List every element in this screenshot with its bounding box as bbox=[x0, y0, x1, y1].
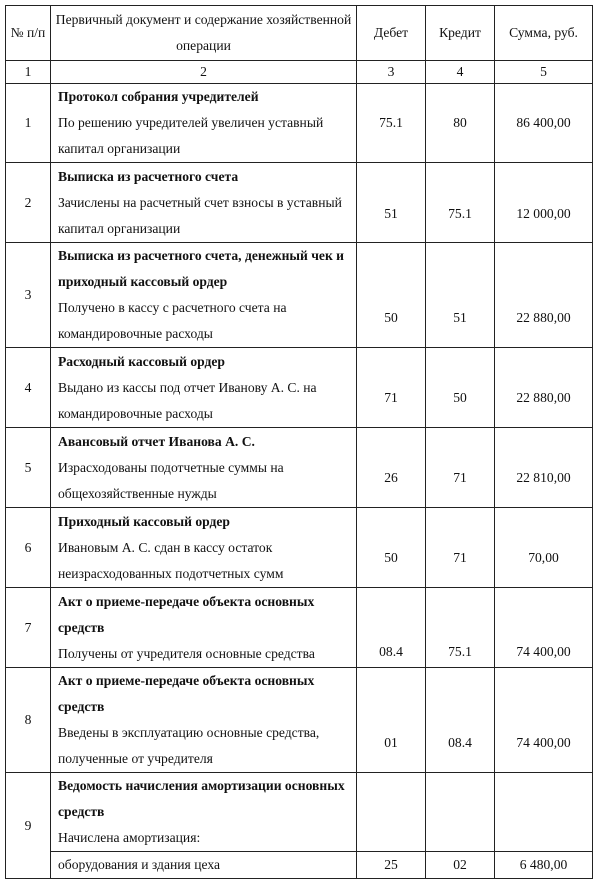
debit-account: 50 bbox=[357, 508, 426, 588]
credit-account: 80 bbox=[426, 84, 495, 163]
table-row bbox=[6, 428, 593, 508]
table-row bbox=[6, 348, 593, 428]
row-number: 5 bbox=[6, 428, 51, 508]
document-title: Выписка из расчетного счета bbox=[58, 168, 239, 184]
operation-description: Израсходованы подотчетные суммы на общехозяйственные нужды bbox=[58, 459, 284, 501]
table-row bbox=[6, 163, 593, 243]
amount: 22 880,00 bbox=[495, 243, 593, 348]
document-title: Ведомость начисления амортизации основных средств bbox=[58, 778, 345, 819]
operation-description: По решению учредителей увеличен уставный капитал организации bbox=[58, 115, 324, 156]
debit-account: 75.1 bbox=[357, 84, 426, 163]
amount: 74 400,00 bbox=[495, 588, 593, 668]
column-number: 5 bbox=[495, 61, 593, 84]
amount: 22 810,00 bbox=[495, 428, 593, 508]
column-number: 2 bbox=[51, 61, 357, 84]
amount: 22 880,00 bbox=[495, 348, 593, 428]
operation-description: Получено в кассу с расчетного счета на командировочные расходы bbox=[58, 300, 287, 341]
debit-account bbox=[357, 773, 426, 852]
amount bbox=[495, 773, 593, 852]
table-row bbox=[6, 84, 593, 163]
operation-content bbox=[51, 588, 357, 668]
row-number: 2 bbox=[6, 163, 51, 243]
amount: 70,00 bbox=[495, 508, 593, 588]
table-row bbox=[6, 668, 593, 773]
operation-content bbox=[51, 348, 357, 428]
header-content: Первичный документ и содержание хозяйственной операции bbox=[51, 6, 357, 61]
operation-description: Получены от учредителя основные средства bbox=[58, 645, 315, 661]
debit-account: 25 bbox=[357, 852, 426, 879]
operation-content bbox=[51, 84, 357, 163]
operation-description: Начислена амортизация: bbox=[58, 830, 201, 845]
journal-table bbox=[5, 5, 593, 879]
debit-account: 71 bbox=[357, 348, 426, 428]
header-row bbox=[6, 6, 593, 61]
row-number: 6 bbox=[6, 508, 51, 588]
column-number: 3 bbox=[357, 61, 426, 84]
amount: 74 400,00 bbox=[495, 668, 593, 773]
credit-account: 50 bbox=[426, 348, 495, 428]
table-row bbox=[6, 243, 593, 348]
operation-content bbox=[51, 243, 357, 348]
operation-description: Выдано из кассы под отчет Иванову А. С. на командировочные расходы bbox=[58, 379, 317, 421]
document-title: Акт о приеме-передаче объекта основных средств bbox=[58, 593, 315, 635]
operation-description: оборудования и здания цеха bbox=[51, 852, 357, 879]
amount: 12 000,00 bbox=[495, 163, 593, 243]
header-debit: Дебет bbox=[357, 6, 426, 61]
debit-account: 51 bbox=[357, 163, 426, 243]
operation-content bbox=[51, 668, 357, 773]
header-num: № п/п bbox=[6, 6, 51, 61]
amount: 6 480,00 bbox=[495, 852, 593, 879]
debit-account: 08.4 bbox=[357, 588, 426, 668]
document-title: Протокол собрания учредителей bbox=[58, 89, 259, 104]
credit-account bbox=[426, 773, 495, 852]
table-row bbox=[6, 773, 593, 852]
row-number: 3 bbox=[6, 243, 51, 348]
debit-account: 01 bbox=[357, 668, 426, 773]
document-title: Выписка из расчетного счета, денежный чек и приходный кассовый ордер bbox=[58, 248, 345, 289]
debit-account: 50 bbox=[357, 243, 426, 348]
operation-content bbox=[51, 773, 357, 852]
operation-content bbox=[51, 508, 357, 588]
document-title: Авансовый отчет Иванова А. С. bbox=[58, 433, 255, 449]
credit-account: 75.1 bbox=[426, 588, 495, 668]
credit-account: 02 bbox=[426, 852, 495, 879]
document-title: Расходный кассовый ордер bbox=[58, 353, 225, 369]
credit-account: 71 bbox=[426, 508, 495, 588]
column-number: 4 bbox=[426, 61, 495, 84]
credit-account: 75.1 bbox=[426, 163, 495, 243]
header-sum: Сумма, руб. bbox=[495, 6, 593, 61]
column-number: 1 bbox=[6, 61, 51, 84]
row-number: 4 bbox=[6, 348, 51, 428]
operation-description: Зачислены на расчетный счет взносы в уставный капитал организации bbox=[58, 194, 342, 236]
operation-content bbox=[51, 428, 357, 508]
row-number: 9 bbox=[6, 773, 51, 879]
debit-account: 26 bbox=[357, 428, 426, 508]
table-row bbox=[6, 508, 593, 588]
credit-account: 08.4 bbox=[426, 668, 495, 773]
operation-description: Ивановым А. С. сдан в кассу остаток неизрасходованных подотчетных сумм bbox=[58, 539, 284, 581]
document-title: Приходный кассовый ордер bbox=[58, 513, 230, 529]
credit-account: 71 bbox=[426, 428, 495, 508]
amount: 86 400,00 bbox=[495, 84, 593, 163]
operation-description: Введены в эксплуатацию основные средства, полученные от учредителя bbox=[58, 725, 320, 766]
row-number: 8 bbox=[6, 668, 51, 773]
column-number-row bbox=[6, 61, 593, 84]
row-number: 7 bbox=[6, 588, 51, 668]
table-subrow bbox=[6, 852, 593, 879]
operation-content bbox=[51, 163, 357, 243]
header-credit: Кредит bbox=[426, 6, 495, 61]
credit-account: 51 bbox=[426, 243, 495, 348]
row-number: 1 bbox=[6, 84, 51, 163]
document-title: Акт о приеме-передаче объекта основных средств bbox=[58, 673, 315, 714]
table-row bbox=[6, 588, 593, 668]
